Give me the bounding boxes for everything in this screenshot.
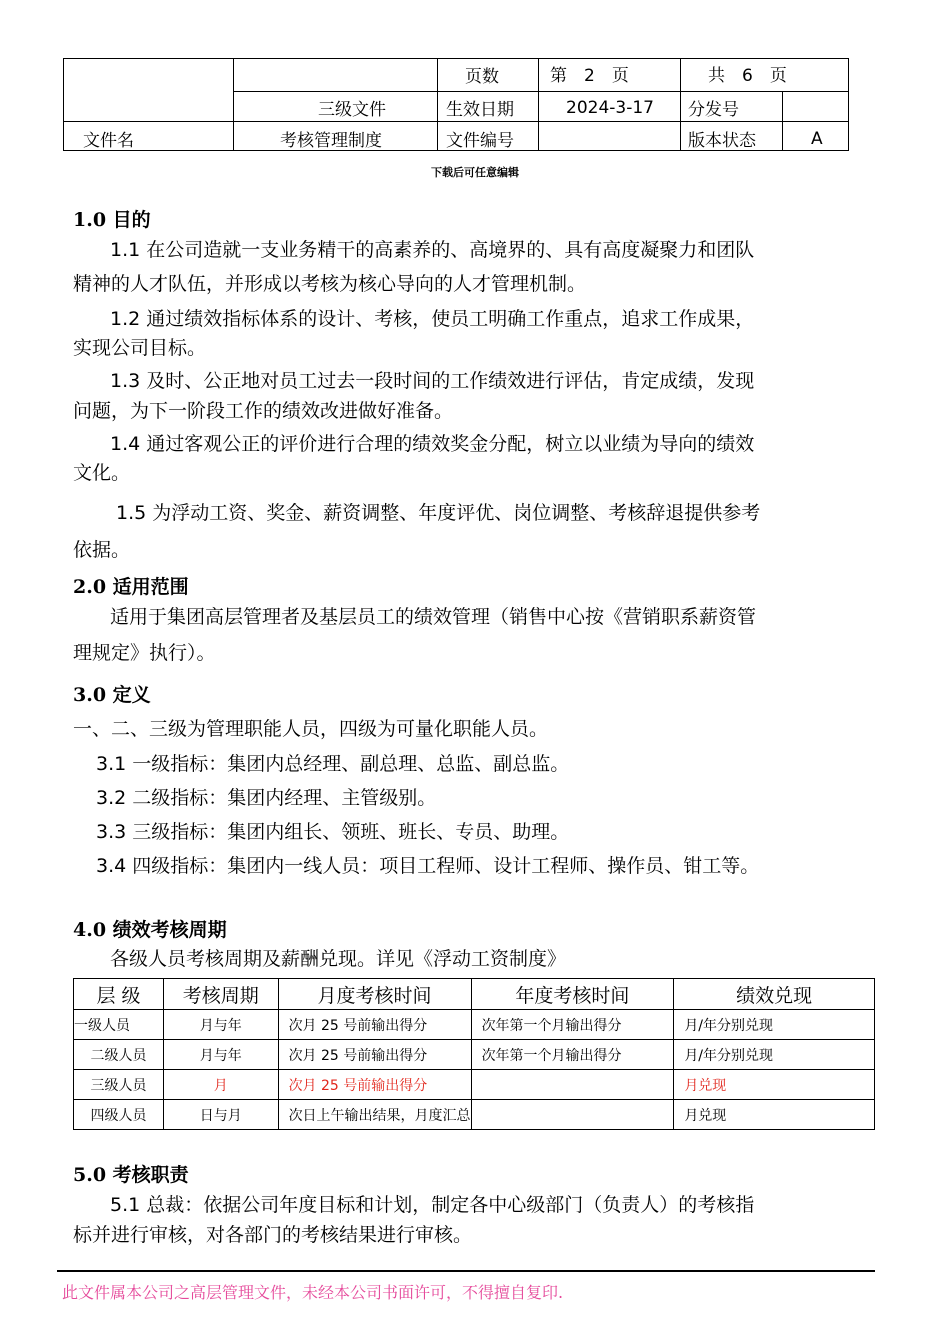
definition-intro: 一、二、三级为管理职能人员，四级为可量化职能人员。 — [73, 718, 549, 740]
col-header-level: 层 级 — [74, 979, 164, 1010]
para-1-2-line1: 1.2 通过绩效指标体系的设计、考核，使员工明确工作重点，追求工作成果， — [110, 308, 755, 330]
document-level: 三级文件 — [318, 100, 386, 120]
distribution-label: 分发号 — [688, 100, 739, 120]
para-5-1-line2: 标并进行审核，对各部门的考核结果进行审核。 — [73, 1224, 473, 1246]
para-1-1-line2: 精神的人才队伍，并形成以考核为核心导向的人才管理机制。 — [73, 273, 587, 295]
para-1-1-line1: 1.1 在公司造就一支业务精干的高素养的、高境界的、具有高度凝聚力和团队 — [110, 239, 755, 261]
cycle-intro: 各级人员考核周期及薪酬兑现。详见《浮动工资制度》 — [110, 948, 567, 970]
effective-date: 2024-3-17 — [566, 98, 654, 118]
col-header-payout: 绩效兑现 — [674, 979, 875, 1010]
cell-cycle: 月与年 — [163, 1010, 278, 1040]
para-1-4-line1: 1.4 通过客观公正的评价进行合理的绩效奖金分配，树立以业绩为导向的绩效 — [110, 433, 755, 455]
section-4-title: 4.0 绩效考核周期 — [73, 919, 227, 941]
cell-monthly: 次月 25 号前输出得分 — [278, 1070, 471, 1100]
version-value: A — [811, 129, 823, 149]
cell-monthly: 次月 25 号前输出得分 — [278, 1040, 471, 1070]
para-1-5-line1: 1.5 为浮动工资、奖金、薪资调整、年度评优、岗位调整、考核辞退提供参考 — [116, 502, 761, 524]
cell-monthly: 次日上午输出结果，月度汇总 — [278, 1100, 471, 1130]
definition-3-2: 3.2 二级指标：集团内经理、主管级别。 — [96, 787, 437, 809]
edit-notice: 下载后可任意编辑 — [431, 166, 519, 179]
page-total: 共 6 页 — [708, 66, 787, 86]
table-row — [74, 1040, 875, 1070]
cell-cycle: 日与月 — [163, 1100, 278, 1130]
file-name: 考核管理制度 — [280, 131, 382, 151]
cell-yearly — [471, 1070, 674, 1100]
footer-divider — [57, 1270, 875, 1272]
section-5-title: 5.0 考核职责 — [73, 1164, 189, 1186]
cell-payout: 月兑现 — [674, 1100, 875, 1130]
table-row-highlighted — [74, 1070, 875, 1100]
effective-date-label: 生效日期 — [446, 100, 514, 120]
cell-yearly: 次年第一个月输出得分 — [471, 1040, 674, 1070]
col-header-monthly: 月度考核时间 — [278, 979, 471, 1010]
cell-monthly: 次月 25 号前输出得分 — [278, 1010, 471, 1040]
section-2-title: 2.0 适用范围 — [73, 576, 189, 598]
para-2-line1: 适用于集团高层管理者及基层员工的绩效管理（销售中心按《营销职系薪资管 — [110, 606, 757, 628]
pages-label: 页数 — [465, 67, 499, 87]
performance-cycle-table — [73, 978, 875, 1130]
file-number-label: 文件编号 — [446, 131, 514, 151]
cell-payout: 月兑现 — [674, 1070, 875, 1100]
para-1-4-line2: 文化。 — [73, 462, 131, 484]
col-header-yearly: 年度考核时间 — [471, 979, 674, 1010]
table-row — [74, 1100, 875, 1130]
file-name-label: 文件名 — [83, 131, 134, 151]
cell-level: 二级人员 — [74, 1040, 164, 1070]
version-label: 版本状态 — [688, 131, 756, 151]
cell-yearly: 次年第一个月输出得分 — [471, 1010, 674, 1040]
para-1-3-line1: 1.3 及时、公正地对员工过去一段时间的工作绩效进行评估，肯定成绩，发现 — [110, 370, 755, 392]
cell-yearly — [471, 1100, 674, 1130]
cell-cycle: 月 — [163, 1070, 278, 1100]
para-1-2-line2: 实现公司目标。 — [73, 337, 207, 359]
para-5-1-line1: 5.1 总裁：依据公司年度目标和计划，制定各中心级部门（负责人）的考核指 — [110, 1194, 755, 1216]
table-header-row — [74, 979, 875, 1010]
para-1-5-line2: 依据。 — [73, 539, 131, 561]
cell-cycle: 月与年 — [163, 1040, 278, 1070]
cell-payout: 月/年分别兑现 — [674, 1040, 875, 1070]
cell-payout: 月/年分别兑现 — [674, 1010, 875, 1040]
section-1-title: 1.0 目的 — [73, 209, 151, 231]
col-header-cycle: 考核周期 — [163, 979, 278, 1010]
cell-level: 四级人员 — [74, 1100, 164, 1130]
para-2-line2: 理规定》执行）。 — [73, 642, 216, 664]
table-row — [74, 1010, 875, 1040]
para-1-3-line2: 问题，为下一阶段工作的绩效改进做好准备。 — [73, 400, 454, 422]
definition-3-1: 3.1 一级指标：集团内总经理、副总理、总监、副总监。 — [96, 753, 570, 775]
confidentiality-footer: 此文件属本公司之高层管理文件，未经本公司书面许可，不得擅自复印. — [62, 1283, 564, 1302]
cell-level: 三级人员 — [74, 1070, 164, 1100]
section-3-title: 3.0 定义 — [73, 684, 151, 706]
definition-3-3: 3.3 三级指标：集团内组长、领班、班长、专员、助理。 — [96, 821, 570, 843]
cell-level: 一级人员 — [74, 1010, 164, 1040]
page-current: 第 2 页 — [550, 66, 629, 86]
definition-3-4: 3.4 四级指标：集团内一线人员：项目工程师、设计工程师、操作员、钳工等。 — [96, 855, 760, 877]
